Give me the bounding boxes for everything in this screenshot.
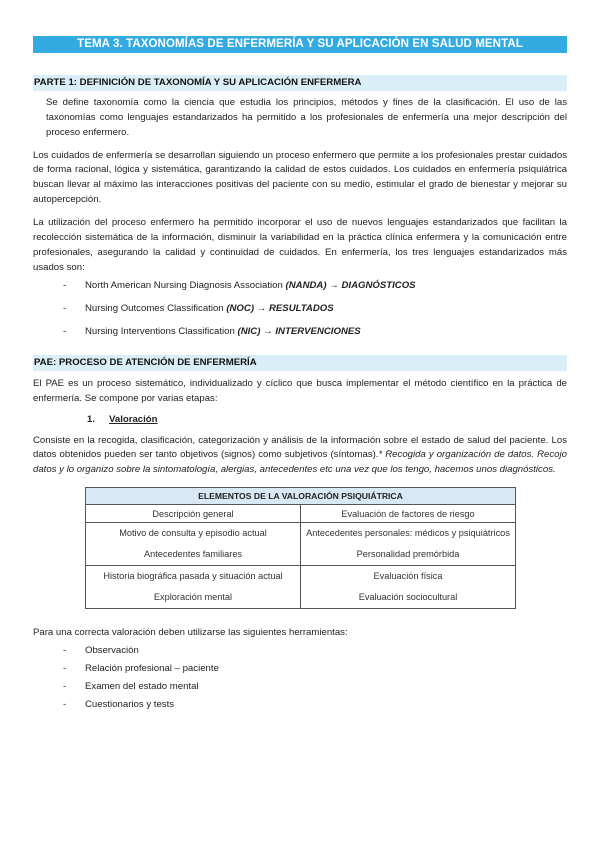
language-abbr: (NOC): [226, 303, 255, 315]
document-page: [33, 36, 567, 712]
paragraph-taxonomy-definition: Se define taxonomía como la ciencia que estudia los principios, métodos y fines de la clasificación. El uso de las taxonomías como lenguajes estandarizados ha permitido a los profesionales de enfermería una mejor descripción del proceso enfermero.: [46, 97, 567, 138]
table-cell: [301, 523, 516, 566]
tool-label: Cuestionarios y tests: [85, 698, 175, 710]
step-number: 1.: [87, 413, 96, 425]
table-row: [86, 566, 516, 609]
cell-text: Evaluación de factores de riesgo: [341, 508, 475, 519]
list-dash: -: [63, 698, 67, 710]
cell-text: Antecedentes familiares: [143, 549, 243, 560]
language-abbr: (NIC): [237, 326, 261, 338]
language-result: INTERVENCIONES: [275, 326, 361, 338]
document-title: TEMA 3. TAXONOMÍAS DE ENFERMERÍA Y SU APLICACIÓN EN SALUD MENTAL: [33, 36, 567, 53]
arrow-icon: →: [329, 280, 339, 292]
language-name: Nursing Interventions Classification: [85, 326, 235, 338]
cell-text: Exploración mental: [153, 592, 233, 603]
list-item: [33, 279, 567, 294]
step-heading-valoracion: [33, 413, 567, 428]
table-header-row: [86, 488, 516, 505]
list-item: [33, 662, 567, 677]
paragraph-nursing-care: Los cuidados de enfermería se desarrollan siguiendo un proceso enfermero que permite a los profesionales prestar cuidados de forma racional, lógica y sistemática, garantizando la calidad de estos cuidados. Los cuidados en enfermería psiquiátrica buscan llevar al máximo las interacciones positivas del paciente con su medio, estimular el grado de bienestar y mejorar su autopercepción.: [33, 149, 567, 206]
tool-label: Relación profesional – paciente: [85, 662, 219, 674]
list-item: [33, 644, 567, 659]
language-name: North American Nursing Diagnosis Association: [85, 280, 283, 292]
language-abbr: (NANDA): [285, 280, 327, 292]
table-cell: [301, 505, 516, 523]
valoracion-table: [85, 487, 516, 609]
paragraph-standard-languages: La utilización del proceso enfermero ha permitido incorporar el uso de nuevos lenguajes estandarizados que facilitan la recolección sistemática de la información, disminuir la variabilidad en la práctica clínica enfermera y la comunicación entre profesionales, asegurando la calidad y continuidad de cuidados. En enfermería, los tres lenguajes estandarizados más usados son:: [33, 217, 567, 273]
list-item: [33, 680, 567, 695]
list-dash: -: [63, 326, 67, 338]
paragraph-valoracion: [33, 434, 567, 479]
cell-text: Evaluación física: [373, 571, 443, 582]
section-heading-pae: PAE: PROCESO DE ATENCIÓN DE ENFERMERÍA: [33, 355, 567, 371]
language-result: RESULTADOS: [268, 303, 334, 315]
arrow-icon: →: [263, 326, 273, 338]
list-item: [33, 302, 567, 317]
table-cell: [86, 523, 301, 566]
table-row: [86, 505, 516, 523]
valoracion-text: Consiste en la recogida, clasificación, categorización y análisis de la información sobre el estado de salud del paciente. Los datos obtenidos pueden ser tanto objetivos (signos) como subjetivos (síntomas).: [33, 434, 567, 461]
tools-list: [33, 644, 567, 712]
table-cell: [86, 505, 301, 523]
table-row: [86, 523, 516, 566]
cell-text: Descripción general: [152, 508, 234, 519]
paragraph-tools-intro: Para una correcta valoración deben utilizarse las siguientes herramientas:: [33, 627, 348, 639]
valoracion-note: * Recogida y organización de datos. Recojo datos y lo organizo sobre la sintomatología, alergias, antecedentes etc una vez que los tengo, hacemos unos diagnósticos.: [33, 449, 567, 476]
language-name: Nursing Outcomes Classification: [85, 303, 224, 315]
list-dash: -: [63, 645, 67, 657]
list-dash: -: [63, 280, 67, 292]
tool-label: Observación: [85, 645, 139, 657]
table-cell: [301, 566, 516, 609]
list-dash: -: [63, 680, 67, 692]
cell-text: Historia biográfica pasada y situación actual: [103, 571, 283, 582]
list-dash: -: [63, 303, 67, 315]
table-cell: [86, 566, 301, 609]
cell-text: Antecedentes personales: médicos y psiquiátricos: [306, 528, 510, 539]
cell-text: Motivo de consulta y episodio actual: [119, 528, 267, 539]
cell-text: Personalidad premórbida: [356, 549, 460, 560]
languages-list: [33, 279, 567, 340]
list-dash: -: [63, 662, 67, 674]
list-item: [33, 325, 567, 340]
step-label: Valoración: [109, 413, 158, 425]
arrow-icon: →: [256, 303, 267, 315]
language-result: DIAGNÓSTICOS: [341, 280, 416, 292]
cell-text: Evaluación sociocultural: [358, 592, 458, 603]
paragraph-pae-intro: El PAE es un proceso sistemático, individualizado y cíclico que busca implementar el método científico en la práctica de enfermería. Se compone por varias etapas:: [33, 378, 567, 404]
tool-label: Examen del estado mental: [85, 680, 199, 692]
table-header: ELEMENTOS DE LA VALORACIÓN PSIQUIÁTRICA: [86, 488, 516, 505]
section-heading-part1: PARTE 1: DEFINICIÓN DE TAXONOMÍA Y SU APLICACIÓN ENFERMERA: [33, 75, 567, 91]
list-item: [33, 698, 567, 713]
